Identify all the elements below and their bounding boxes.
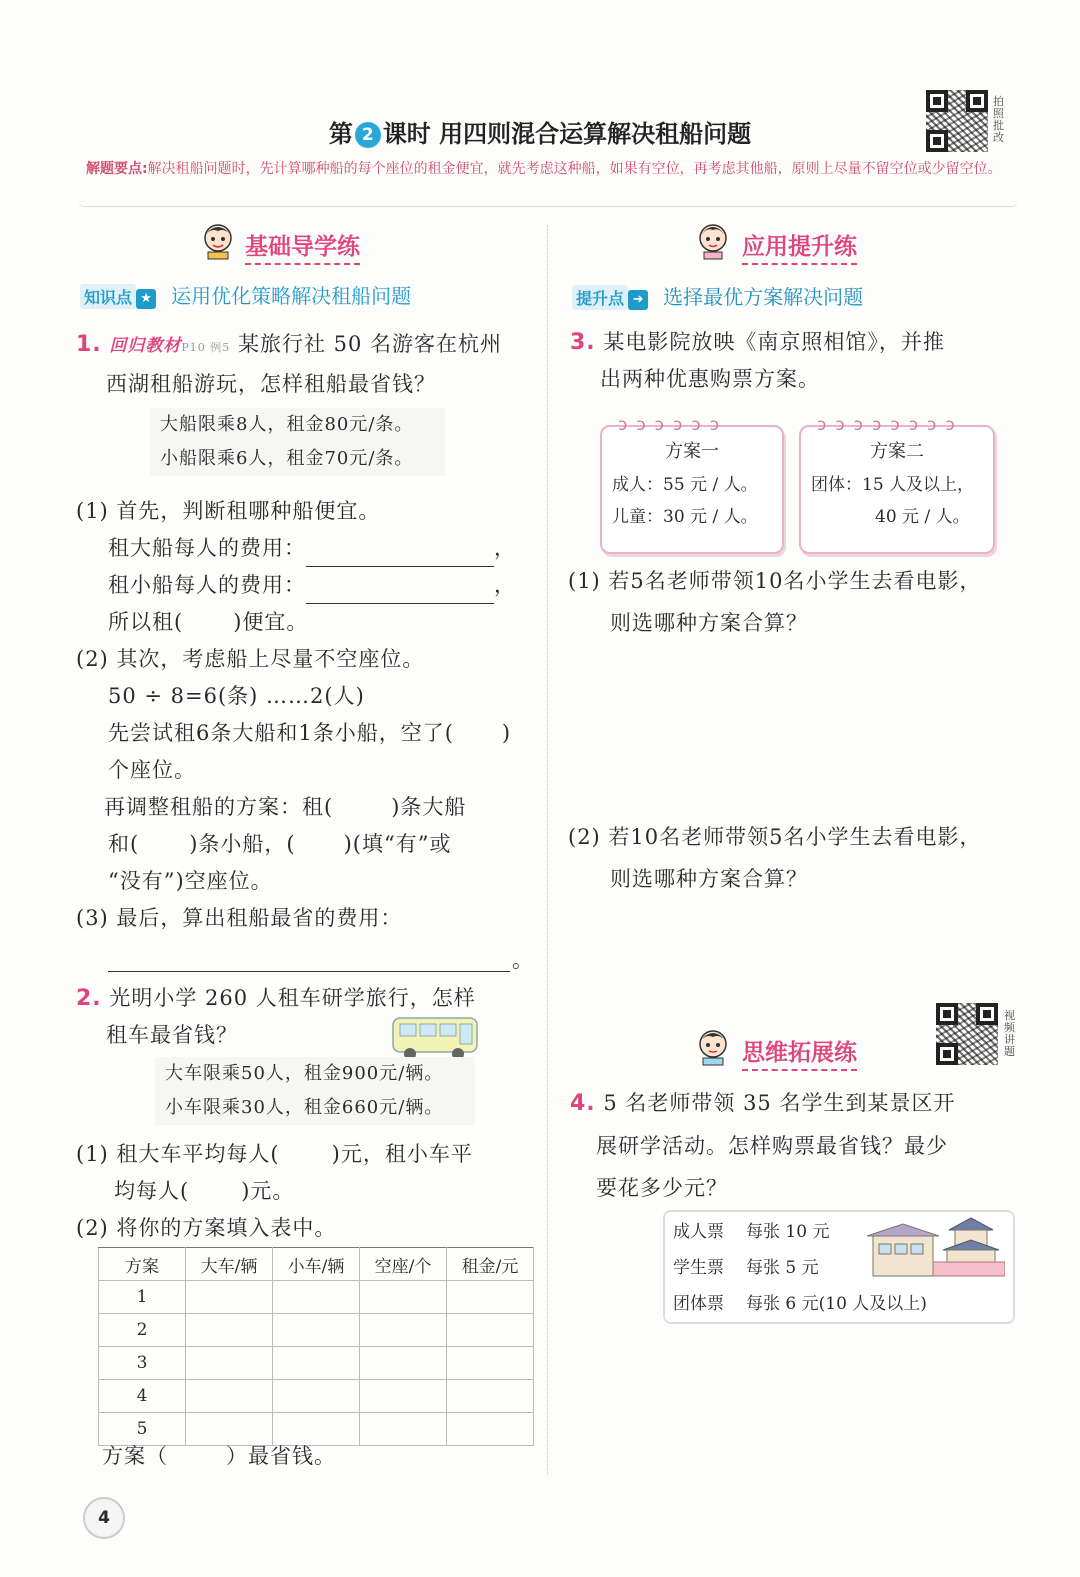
column-divider — [547, 225, 548, 1475]
question-stem: 某电影院放映《南京照相馆》，并推 — [603, 330, 945, 354]
row-label: 5 — [99, 1413, 186, 1446]
part-1: 则选哪种方案合算？ — [610, 611, 808, 635]
table-cell[interactable] — [273, 1314, 360, 1347]
table-cell[interactable] — [447, 1314, 534, 1347]
upgrade-text: 选择最优方案解决问题 — [663, 285, 864, 309]
cartoon-girl-icon — [695, 222, 731, 264]
question-stem: 光明小学 260 人租车研学旅行，怎样 — [109, 986, 476, 1010]
ticket-label: 团体票 — [673, 1294, 724, 1314]
ticket-row — [673, 1214, 829, 1250]
plan-line: 成人：55 元 / 人。 — [612, 475, 758, 495]
question-3 — [570, 324, 1030, 398]
row-label: 4 — [99, 1380, 186, 1413]
knowledge-badge: 知识点 — [80, 284, 136, 309]
row-label: 2 — [99, 1314, 186, 1347]
part-2-try-end: ) — [501, 721, 512, 745]
answer-blank[interactable] — [306, 575, 494, 604]
part-2-adjust: 再调整租船的方案：租( — [104, 795, 334, 819]
textbook-ref: P10 例5 — [181, 341, 231, 354]
part-2: (2) 其次，考虑船上尽量不空座位。 — [76, 647, 425, 671]
qr-code-grading[interactable] — [926, 90, 988, 152]
part-1: )元，租小车平 — [331, 1142, 473, 1166]
table-row — [99, 1281, 534, 1314]
textbook-tag: 回归教材 — [109, 336, 182, 356]
part-2-calc: 50 ÷ 8=6(条) ……2(人) — [108, 684, 365, 708]
question-3-part-2 — [568, 816, 1038, 900]
table-cell[interactable] — [273, 1380, 360, 1413]
table-cell[interactable] — [186, 1281, 273, 1314]
plan-line: 团体：15 人及以上， — [811, 475, 975, 495]
qr-code-icon — [936, 1003, 998, 1065]
part-2: 则选哪种方案合算？ — [610, 867, 808, 891]
section-title-extend: 思维拓展练 — [742, 1034, 857, 1071]
header-divider — [78, 200, 1018, 207]
notebook-rings-icon: ↄↄↄↄↄↄ — [618, 415, 729, 435]
info-line: 大船限乘8人，租金80元/条。 — [160, 414, 414, 435]
part-2-try-tail: 个座位。 — [108, 758, 196, 782]
question-stem: 租车最省钱？ — [106, 1023, 238, 1047]
info-line: 小船限乘6人，租金70元/条。 — [160, 448, 414, 469]
part-1c: 所以租( — [108, 610, 184, 634]
question-stem: 要花多少元？ — [596, 1176, 728, 1200]
ticket-price-box — [663, 1210, 1015, 1324]
table-header: 租金/元 — [447, 1248, 534, 1281]
section-title-basic: 基础导学练 — [245, 228, 360, 265]
part-1: )元。 — [241, 1179, 295, 1203]
row-label: 3 — [99, 1347, 186, 1380]
question-stem: 展研学活动。怎样购票最省钱？最少 — [596, 1134, 948, 1158]
ticket-price: 每张 10 元 — [746, 1222, 830, 1242]
table-row — [99, 1380, 534, 1413]
plan-line: 40 元 / 人。 — [875, 507, 970, 527]
answer-line[interactable] — [108, 945, 510, 972]
answer-blank[interactable] — [306, 538, 494, 567]
lesson-number-badge: 2 — [355, 122, 381, 148]
part-2: (2) 若10名老师带领5名小学生去看电影， — [568, 825, 982, 849]
conclusion — [102, 1438, 336, 1475]
table-cell[interactable] — [447, 1281, 534, 1314]
question-3-part-1 — [568, 560, 1038, 644]
table-row — [99, 1347, 534, 1380]
page-number: 4 — [83, 1497, 125, 1539]
info-line: 大车限乘50人，租金900元/辆。 — [165, 1063, 444, 1084]
upgrade-point — [572, 281, 863, 310]
table-cell[interactable] — [360, 1314, 447, 1347]
question-stem: 某旅行社 50 名游客在杭州 — [237, 332, 503, 356]
ticket-price: 每张 5 元 — [746, 1258, 819, 1278]
part-1: (1) 租大车平均每人( — [76, 1142, 280, 1166]
question-number: 4. — [570, 1091, 596, 1116]
conclusion-text: ）最省钱。 — [226, 1444, 336, 1468]
table-cell[interactable] — [186, 1380, 273, 1413]
table-cell[interactable] — [360, 1281, 447, 1314]
part-1b: 租小船每人的费用： — [108, 573, 306, 597]
plan-title: 方案二 — [870, 441, 924, 462]
part-2-adjust: )(填“有”或 — [343, 832, 452, 856]
pavilion-icon — [863, 1216, 1005, 1293]
part-2-adjust: “没有”)空座位。 — [108, 869, 273, 893]
table-cell[interactable] — [273, 1347, 360, 1380]
part-2: (2) 将你的方案填入表中。 — [76, 1216, 337, 1240]
qr-caption: 拍照批改 — [993, 95, 1004, 144]
cartoon-thinker-icon — [695, 1028, 731, 1070]
row-label: 1 — [99, 1281, 186, 1314]
tip-text: 解决租船问题时，先计算哪种船的每个座位的租金便宜，就先考虑这种船，如果有空位，再考虑其他船，原则上尽量不留空位或少留空位。 — [147, 161, 1002, 177]
table-cell[interactable] — [360, 1413, 447, 1446]
section-title-apply: 应用提升练 — [742, 228, 857, 265]
table-row — [99, 1314, 534, 1347]
qr-code-video[interactable] — [936, 1003, 998, 1065]
table-cell[interactable] — [447, 1380, 534, 1413]
question-stem: 5 名老师带领 35 名学生到某景区开 — [603, 1091, 956, 1115]
cartoon-boy-icon — [200, 222, 236, 264]
part-1: (1) 若5名老师带领10名小学生去看电影， — [568, 569, 982, 593]
qr-code-icon — [926, 90, 988, 152]
part-1: (1) 首先，判断租哪种船便宜。 — [76, 499, 381, 523]
part-3: (3) 最后，算出租船最省的费用： — [76, 906, 403, 930]
solving-tip — [86, 157, 1016, 182]
part-2-adjust: 和( — [108, 832, 140, 856]
upgrade-badge: 提升点 — [572, 285, 628, 310]
question-number: 2. — [76, 986, 102, 1011]
part-2-adjust: )条小船，( — [189, 832, 296, 856]
qr2-caption: 视频讲题 — [1004, 1009, 1015, 1058]
part-1: 均每人( — [114, 1179, 190, 1203]
table-header: 方案 — [99, 1248, 186, 1281]
table-cell[interactable] — [360, 1347, 447, 1380]
table-header: 空座/个 — [360, 1248, 447, 1281]
boat-info-box — [150, 408, 445, 476]
table-cell[interactable] — [273, 1281, 360, 1314]
table-cell[interactable] — [447, 1347, 534, 1380]
page-title — [0, 114, 1080, 149]
question-number: 3. — [570, 330, 596, 355]
tip-label: 解题要点: — [86, 161, 148, 177]
arrow-icon: ➜ — [628, 290, 648, 310]
knowledge-point — [80, 280, 411, 309]
ticket-label: 学生票 — [673, 1258, 724, 1278]
table-cell[interactable] — [447, 1413, 534, 1446]
ticket-label: 成人票 — [673, 1222, 724, 1242]
table-cell[interactable] — [186, 1347, 273, 1380]
question-1 — [76, 326, 536, 403]
table-cell[interactable] — [360, 1380, 447, 1413]
conclusion-text: 方案（ — [102, 1444, 168, 1468]
table-cell[interactable] — [186, 1314, 273, 1347]
title-text: 课时 用四则混合运算解决租船问题 — [382, 120, 752, 148]
table-header: 小车/辆 — [273, 1248, 360, 1281]
plan-line: 儿童：30 元 / 人。 — [612, 507, 758, 527]
ticket-price: 每张 6 元(10 人及以上) — [746, 1294, 927, 1314]
question-number: 1. — [76, 332, 102, 357]
part-2-try: 先尝试租6条大船和1条小船，空了( — [108, 721, 454, 745]
question-stem: 出两种优惠购票方案。 — [600, 367, 820, 391]
notebook-rings-icon: ↄↄↄↄↄↄↄↄ — [817, 415, 964, 435]
ticket-row — [673, 1250, 819, 1286]
plan-table — [98, 1247, 534, 1446]
part-2-adjust: )条大船 — [391, 795, 467, 819]
question-4 — [570, 1082, 1030, 1209]
part-1a: 租大船每人的费用： — [108, 536, 306, 560]
plan-card-1 — [600, 415, 784, 554]
question-2-parts — [76, 1136, 536, 1247]
info-line: 小车限乘30人，租金660元/辆。 — [165, 1097, 444, 1118]
answer-line-end: 。 — [512, 948, 534, 972]
plan-card-2 — [799, 415, 995, 554]
table-header: 大车/辆 — [186, 1248, 273, 1281]
question-1-parts: (1) 首先，判断租哪种船便宜。 租大船每人的费用： ， 租小船每人的费用： ， 所以租( )便宜。 (2) 其次，考虑船上尽量不空座位。 50 ÷ 8=6(条) ……2(人) 先尝试租6条大船和1条小船，空了( ) 个座位。 再调整租船的方案：租( )条大船 和( )条小船，( )(填“有”或 “没有”)空座位。 (3) 最后，算出租船最省的费用： — [76, 493, 536, 937]
star-icon: ★ — [136, 289, 156, 309]
title-prefix: 第 — [328, 120, 353, 148]
question-stem: 西湖租船游玩，怎样租船最省钱？ — [106, 372, 436, 396]
knowledge-text: 运用优化策略解决租船问题 — [171, 284, 412, 308]
plan-title: 方案一 — [665, 441, 719, 462]
bus-info-box — [155, 1057, 475, 1125]
part-1c-end: )便宜。 — [233, 610, 309, 634]
